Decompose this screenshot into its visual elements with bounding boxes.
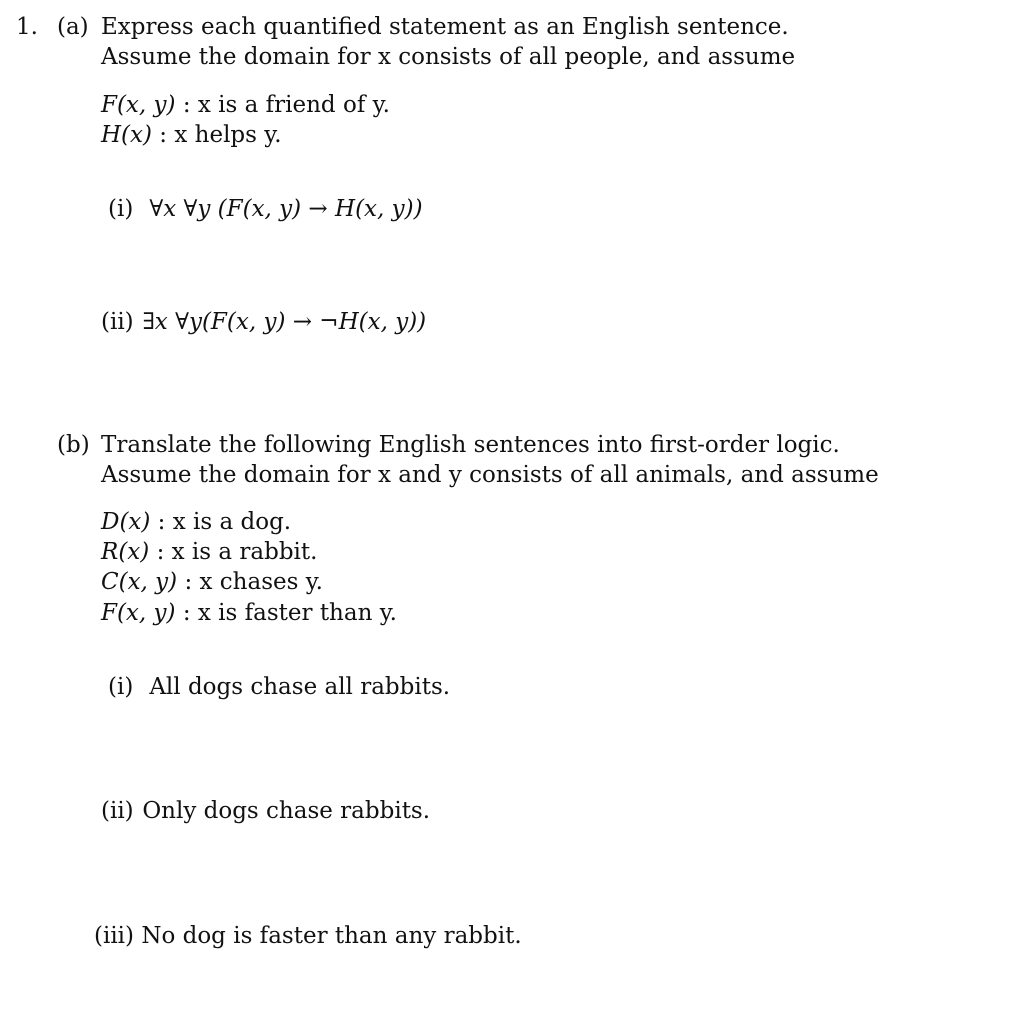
part-b-definition bbox=[101, 511, 291, 534]
part-a-item bbox=[108, 198, 423, 221]
item-label: (iii) bbox=[94, 923, 135, 949]
part-a-label: (a) bbox=[57, 14, 89, 40]
part-b-definition bbox=[101, 541, 317, 564]
definition-meaning: : x is a friend of y. bbox=[182, 92, 390, 118]
part-a-definition bbox=[101, 94, 390, 117]
item-sentence: No dog is faster than any rabbit. bbox=[141, 923, 522, 949]
definition-meaning: : x chases y. bbox=[184, 569, 323, 595]
question-number: 1. bbox=[16, 14, 38, 40]
definition-meaning: : x is a rabbit. bbox=[156, 539, 318, 565]
part-a-assumption: Assume the domain for x consists of all people, and assume bbox=[101, 44, 796, 70]
definition-symbol: C(x, y) bbox=[101, 569, 178, 595]
definition-symbol: D(x) bbox=[101, 509, 151, 535]
part-b-assumption: Assume the domain for x and y consists of all animals, and assume bbox=[101, 462, 879, 488]
part-a-item bbox=[101, 311, 426, 334]
item-formula: ∀x ∀y (F(x, y) → H(x, y)) bbox=[149, 196, 423, 222]
part-b-definition bbox=[101, 602, 397, 625]
definition-symbol: H(x) bbox=[101, 122, 152, 148]
definition-meaning: : x is faster than y. bbox=[182, 600, 397, 626]
part-b-label: (b) bbox=[57, 432, 90, 458]
item-sentence: Only dogs chase rabbits. bbox=[142, 798, 431, 824]
item-label: (i) bbox=[108, 196, 134, 222]
item-sentence: All dogs chase all rabbits. bbox=[149, 674, 451, 700]
item-label: (ii) bbox=[101, 798, 134, 824]
item-label: (i) bbox=[108, 674, 134, 700]
part-a-definition bbox=[101, 124, 282, 147]
part-b-heading: Translate the following English sentences into first-order logic. bbox=[101, 432, 840, 458]
part-b-item bbox=[101, 800, 430, 823]
definition-symbol: R(x) bbox=[101, 539, 150, 565]
definition-symbol: F(x, y) bbox=[101, 92, 176, 118]
part-b-item bbox=[94, 925, 522, 948]
part-b-item bbox=[108, 676, 450, 699]
item-formula: ∃x ∀y(F(x, y) → ¬H(x, y)) bbox=[142, 309, 427, 335]
part-b-definition bbox=[101, 571, 323, 594]
definition-meaning: : x helps y. bbox=[159, 122, 282, 148]
definition-meaning: : x is a dog. bbox=[157, 509, 292, 535]
item-label: (ii) bbox=[101, 309, 134, 335]
definition-symbol: F(x, y) bbox=[101, 600, 176, 626]
part-a-heading: Express each quantified statement as an English sentence. bbox=[101, 14, 789, 40]
